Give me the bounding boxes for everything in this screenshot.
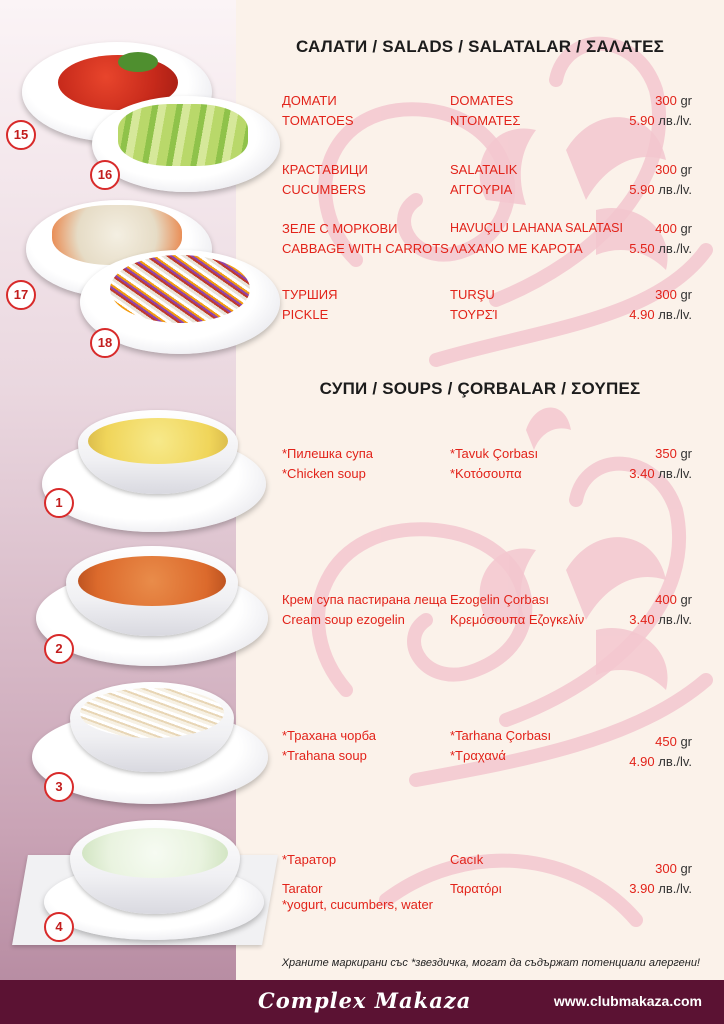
slaw-food: [110, 255, 250, 323]
item-name-gr: ΑΓΓΟΥΡΙΑ: [450, 182, 513, 197]
item-name-gr: ΤΟΥΡΣΊ: [450, 307, 498, 322]
item-name-en: CUCUMBERS: [282, 182, 366, 197]
item-weight: 350 gr: [655, 446, 692, 461]
badge-17: 17: [6, 280, 36, 310]
item-price: 4.90 лв./lv.: [629, 754, 692, 769]
menu-item: [282, 592, 692, 632]
item-name-bg: *Трахана чорба: [282, 728, 376, 743]
item-name-en: Cream soup ezogelin: [282, 612, 405, 627]
badge-16: 16: [90, 160, 120, 190]
menu-item: [282, 446, 692, 486]
item-price: 3.90 лв./lv.: [629, 881, 692, 896]
item-name-en: PICKLE: [282, 307, 329, 322]
item-name-en: CABBAGE WITH CARROTS: [282, 241, 449, 256]
chicken-soup-surface: [88, 418, 228, 464]
item-name-bg: ДОМАТИ: [282, 93, 337, 108]
item-name-bg: *Таратор: [282, 852, 337, 867]
soups-heading: СУПИ / SOUPS / ÇORBALAR / ΣΟΥΠΕΣ: [319, 379, 641, 398]
item-weight: 400 gr: [655, 592, 692, 607]
item-name-gr: ΝΤΟΜΑΤΕΣ: [450, 113, 521, 128]
item-price: 3.40 лв./lv.: [629, 466, 692, 481]
item-name-tr: TURŞU: [450, 287, 495, 302]
menu-panel: [236, 0, 724, 980]
item-name-bg: *Пилешка супа: [282, 446, 373, 461]
item-name-en: *Trahana soup: [282, 748, 367, 763]
item-weight: 400 gr: [655, 221, 692, 236]
item-ingredients-note: *yogurt, cucumbers, water: [282, 897, 434, 912]
badge-1: 1: [44, 488, 74, 518]
item-name-gr: Κρεμόσουπα Εζογκελίν: [450, 612, 585, 627]
item-name-bg: ЗЕЛЕ С МОРКОВИ: [282, 221, 398, 236]
badge-15: 15: [6, 120, 36, 150]
item-name-gr: Ταρατόρι: [450, 881, 502, 896]
item-name-tr: Ezogelin Çorbası: [450, 592, 549, 607]
item-price: 4.90 лв./lv.: [629, 307, 692, 322]
item-name-gr: *Κοτόσουπα: [450, 466, 522, 481]
allergen-note: Храните маркирани със *звездичка, могат да съдържат потенциали алергени!: [281, 957, 700, 969]
cucumbers-food: [118, 104, 248, 166]
badge-4: 4: [44, 912, 74, 942]
item-weight: 300 gr: [655, 93, 692, 108]
item-name-tr: *Tarhana Çorbası: [450, 728, 552, 743]
website-link[interactable]: www.clubmakaza.com: [553, 993, 702, 1009]
badge-2: 2: [44, 634, 74, 664]
decorative-swirl: [236, 0, 724, 980]
item-price: 5.90 лв./lv.: [629, 182, 692, 197]
item-weight: 450 gr: [655, 734, 692, 749]
salads-heading: САЛАТИ / SALADS / SALATALAR / ΣΑΛΑΤΕΣ: [295, 37, 665, 56]
badge-3: 3: [44, 772, 74, 802]
item-name-tr: Cacık: [450, 852, 484, 867]
menu-item: [282, 728, 692, 768]
ezogelin-soup-surface: [78, 556, 226, 606]
item-name-en: TOMATOES: [282, 113, 354, 128]
herb-garnish: [118, 52, 158, 72]
item-name-en: Tarator: [282, 881, 323, 896]
trahana-soup-surface: [80, 688, 224, 738]
item-name-gr: *Τραχανά: [450, 748, 506, 763]
item-price: 5.90 лв./lv.: [629, 113, 692, 128]
brand-logo-text: Complex Makaza: [258, 988, 472, 1013]
item-weight: 300 gr: [655, 287, 692, 302]
item-price: 5.50 лв./lv.: [629, 241, 692, 256]
item-name-bg: КРАСТАВИЦИ: [282, 162, 368, 177]
menu-item: [282, 162, 692, 202]
item-name-tr: HAVUÇLU LAHANA SALATASI: [450, 221, 623, 235]
menu-item: [282, 93, 692, 133]
item-name-gr: ΛΑΧΑΝΟ ΜΕ ΚΑΡΟΤΑ: [450, 241, 583, 256]
item-name-bg: Крем супа пастирана леща: [282, 592, 447, 607]
menu-item: [282, 852, 692, 912]
badge-18: 18: [90, 328, 120, 358]
tarator-soup-surface: [82, 828, 228, 878]
item-price: 3.40 лв./lv.: [629, 612, 692, 627]
item-weight: 300 gr: [655, 861, 692, 876]
item-name-en: *Chicken soup: [282, 466, 366, 481]
menu-item: [282, 221, 692, 261]
item-name-bg: ТУРШИЯ: [282, 287, 338, 302]
item-name-tr: SALATALIK: [450, 162, 518, 177]
item-name-tr: *Tavuk Çorbası: [450, 446, 539, 461]
menu-item: [282, 287, 692, 327]
item-name-tr: DOMATES: [450, 93, 514, 108]
item-weight: 300 gr: [655, 162, 692, 177]
